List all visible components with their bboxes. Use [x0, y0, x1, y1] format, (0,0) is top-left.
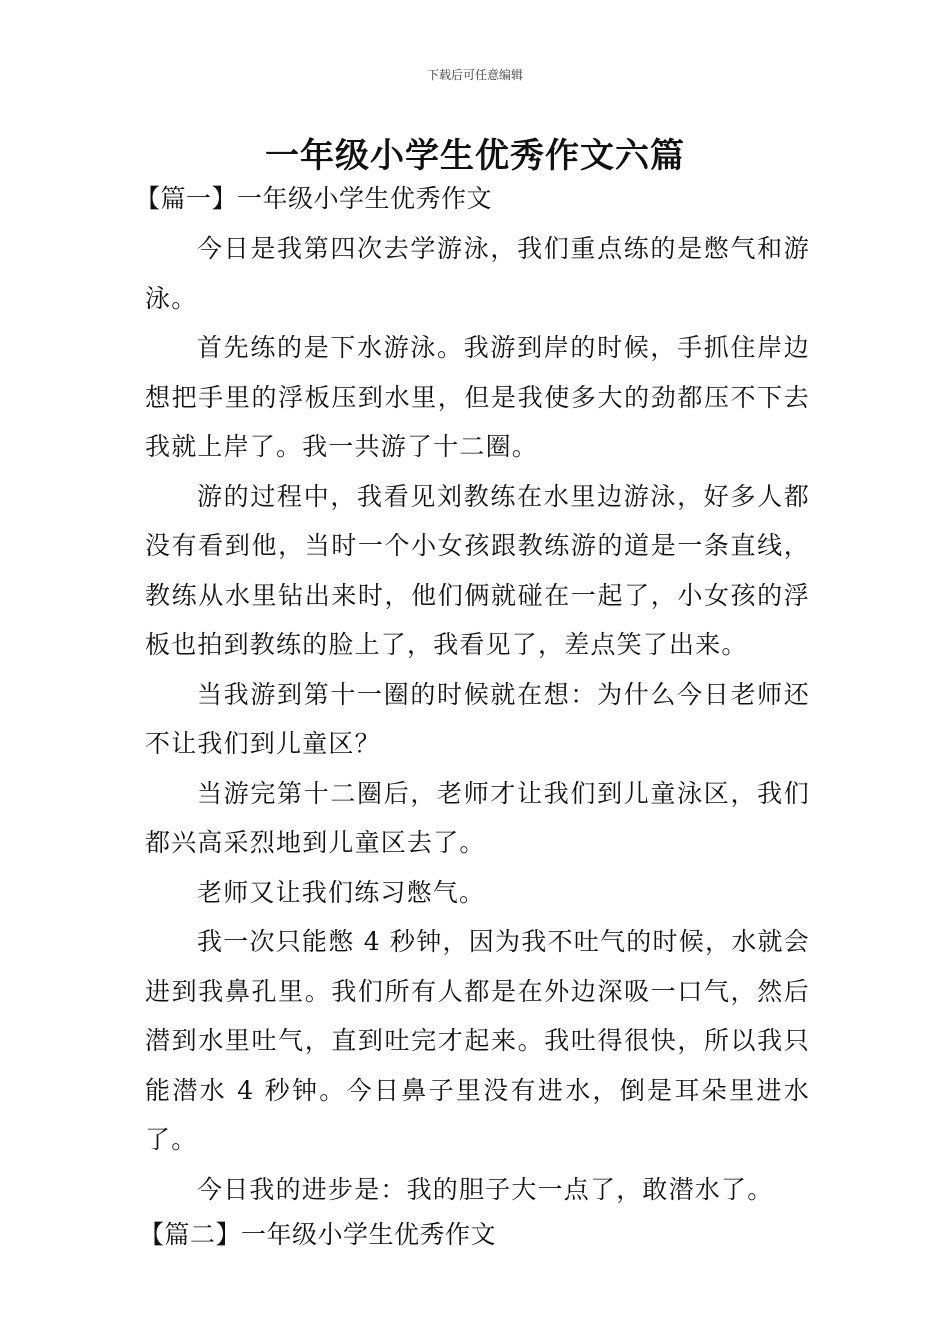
- document-title: 一年级小学生优秀作文六篇: [265, 136, 685, 176]
- paragraph-7: 我一次只能憋 4 秒钟，因为我不吐气的时候，水就会进到我鼻孔里。我们所有人都是在外边深吸一口气，然后潜到水里吐气，直到吐完才起来。我吐得很快，所以我只能潜水 4 秒钟。今日鼻子里没有进水，倒是耳朵里进水了。: [145, 927, 810, 1154]
- paragraph-6: 老师又让我们练习憋气。: [197, 877, 486, 907]
- paragraph-1: 今日是我第四次去学游泳，我们重点练的是憋气和游泳。: [145, 234, 810, 313]
- paragraph-2: 首先练的是下水游泳。我游到岸的时候，手抓住岸边想把手里的浮板压到水里，但是我使多大的劲都压不下去我就上岸了。我一共游了十二圈。: [145, 333, 810, 461]
- header-note: 下载后可任意编辑: [426, 68, 523, 82]
- section-heading-2: 【篇二】一年级小学生优秀作文: [139, 1220, 497, 1249]
- paragraph-8: 今日我的进步是：我的胆子大一点了，敢潜水了。: [197, 1174, 774, 1204]
- paragraph-3: 游的过程中，我看见刘教练在水里边游泳，好多人都没有看到他，当时一个小女孩跟教练游的道是一条直线，教练从水里钻出来时，他们俩就碰在一起了，小女孩的浮板也拍到教练的脸上了，我看见了，差点笑了出来。: [145, 481, 810, 659]
- document-body: [135, 180, 810, 1260]
- section-heading-1: 【篇一】一年级小学生优秀作文: [135, 184, 493, 213]
- paragraph-5: 当游完第十二圈后，老师才让我们到儿童泳区，我们都兴高采烈地到儿童区去了。: [145, 778, 810, 857]
- paragraph-4: 当我游到第十一圈的时候就在想：为什么今日老师还不让我们到儿童区？: [145, 679, 810, 758]
